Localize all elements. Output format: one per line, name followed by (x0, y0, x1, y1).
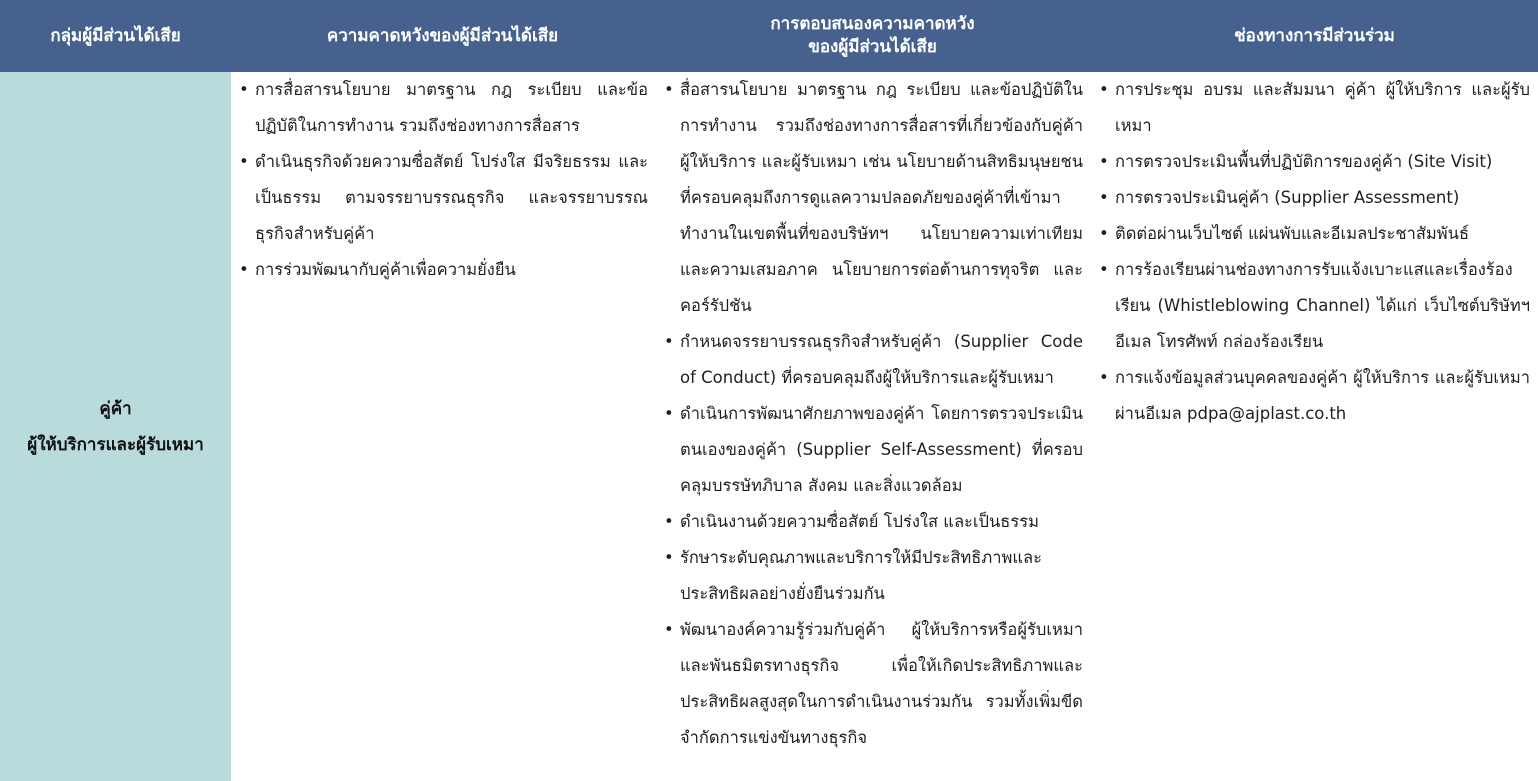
stakeholder-group-line2: ผู้ให้บริการและผู้รับเหมา (27, 434, 204, 455)
list-item: • กำหนดจรรยาบรรณธุรกิจสำหรับคู่ค้า (Supplier Code of Conduct) ที่ครอบคลุมถึงผู้ให้บริการและผู้รับเหมา (663, 324, 1083, 396)
responses-column (663, 72, 1083, 756)
responses-list (663, 72, 1083, 756)
header-responses-line1: การตอบสนองความคาดหวัง (770, 14, 975, 34)
list-item: • สื่อสารนโยบาย มาตรฐาน กฎ ระเบียบ และข้อปฏิบัติในการทำงาน รวมถึงช่องทางการสื่อสารที่เกี่ยวข้องกับคู่ค้า ผู้ให้บริการ และผู้รับเหมา เช่น นโยบายด้านสิทธิมนุษยชนที่ครอบคลุมถึงการดูแลความปลอดภัยของคู่ค้าที่เข้ามาทำงานในเขตพื้นที่ของบริษัทฯ นโยบายความเท่าเทียมและความเสมอภาค นโยบายการต่อต้านการทุจริต และคอร์รัปชัน (663, 72, 1083, 324)
header-responses-line2: ของผู้มีส่วนได้เสีย (808, 37, 937, 57)
expectations-list (238, 72, 648, 288)
header-channels-label: ช่องทางการมีส่วนร่วม (1234, 25, 1395, 46)
header-stakeholder-group (0, 0, 231, 72)
list-item: • การแจ้งข้อมูลส่วนบุคคลของคู่ค้า ผู้ให้บริการ และผู้รับเหมาผ่านอีเมล pdpa@ajplast.co.th (1098, 360, 1530, 432)
expectations-column (238, 72, 648, 288)
header-expectations (231, 0, 654, 72)
list-item: • การร่วมพัฒนากับคู่ค้าเพื่อความยั่งยืน (238, 252, 648, 288)
table-header (0, 0, 1538, 72)
header-channels (1091, 0, 1538, 72)
list-item: • การสื่อสารนโยบาย มาตรฐาน กฎ ระเบียบ และข้อปฏิบัติในการทำงาน รวมถึงช่องทางการสื่อสาร (238, 72, 648, 144)
list-item: • ดำเนินธุรกิจด้วยความซื่อสัตย์ โปร่งใส มีจริยธรรม และเป็นธรรม ตามจรรยาบรรณธุรกิจ และจรรยาบรรณธุรกิจสำหรับคู่ค้า (238, 144, 648, 252)
list-item: • การร้องเรียนผ่านช่องทางการรับแจ้งเบาะแสและเรื่องร้องเรียน (Whistleblowing Channel) ได้แก่ เว็บไซต์บริษัทฯ อีเมล โทรศัพท์ กล่องร้องเรียน (1098, 252, 1530, 360)
list-item: • พัฒนาองค์ความรู้ร่วมกับคู่ค้า ผู้ให้บริการหรือผู้รับเหมา และพันธมิตรทางธุรกิจ เพื่อให้เกิดประสิทธิภาพและประสิทธิผลสูงสุดในการดำเนินงานร่วมกัน รวมทั้งเพิ่มขีดจำกัดการแข่งขันทางธุรกิจ (663, 612, 1083, 756)
list-item: • ติดต่อผ่านเว็บไซต์ แผ่นพับและอีเมลประชาสัมพันธ์ (1098, 216, 1530, 252)
list-item: • ดำเนินงานด้วยความซื่อสัตย์ โปร่งใส และเป็นธรรม (663, 504, 1083, 540)
list-item: • การตรวจประเมินพื้นที่ปฏิบัติการของคู่ค้า (Site Visit) (1098, 144, 1530, 180)
stakeholder-group-line1: คู่ค้า (99, 398, 132, 419)
header-responses (654, 0, 1091, 72)
list-item: • ดำเนินการพัฒนาศักยภาพของคู่ค้า โดยการตรวจประเมินตนเองของคู่ค้า (Supplier Self-Assessment) ที่ครอบคลุมบรรษัทภิบาล สังคม และสิ่งแวดล้อม (663, 396, 1083, 504)
channels-list (1098, 72, 1530, 432)
channels-column (1098, 72, 1530, 432)
list-item: • การตรวจประเมินคู่ค้า (Supplier Assessment) (1098, 180, 1530, 216)
header-stakeholder-group-label: กลุ่มผู้มีส่วนได้เสีย (50, 25, 181, 46)
header-expectations-label: ความคาดหวังของผู้มีส่วนได้เสีย (326, 25, 559, 46)
stakeholder-group-cell (0, 72, 231, 781)
list-item: • การประชุม อบรม และสัมมนา คู่ค้า ผู้ให้บริการ และผู้รับเหมา (1098, 72, 1530, 144)
list-item: • รักษาระดับคุณภาพและบริการให้มีประสิทธิภาพและประสิทธิผลอย่างยั่งยืนร่วมกัน (663, 540, 1083, 612)
